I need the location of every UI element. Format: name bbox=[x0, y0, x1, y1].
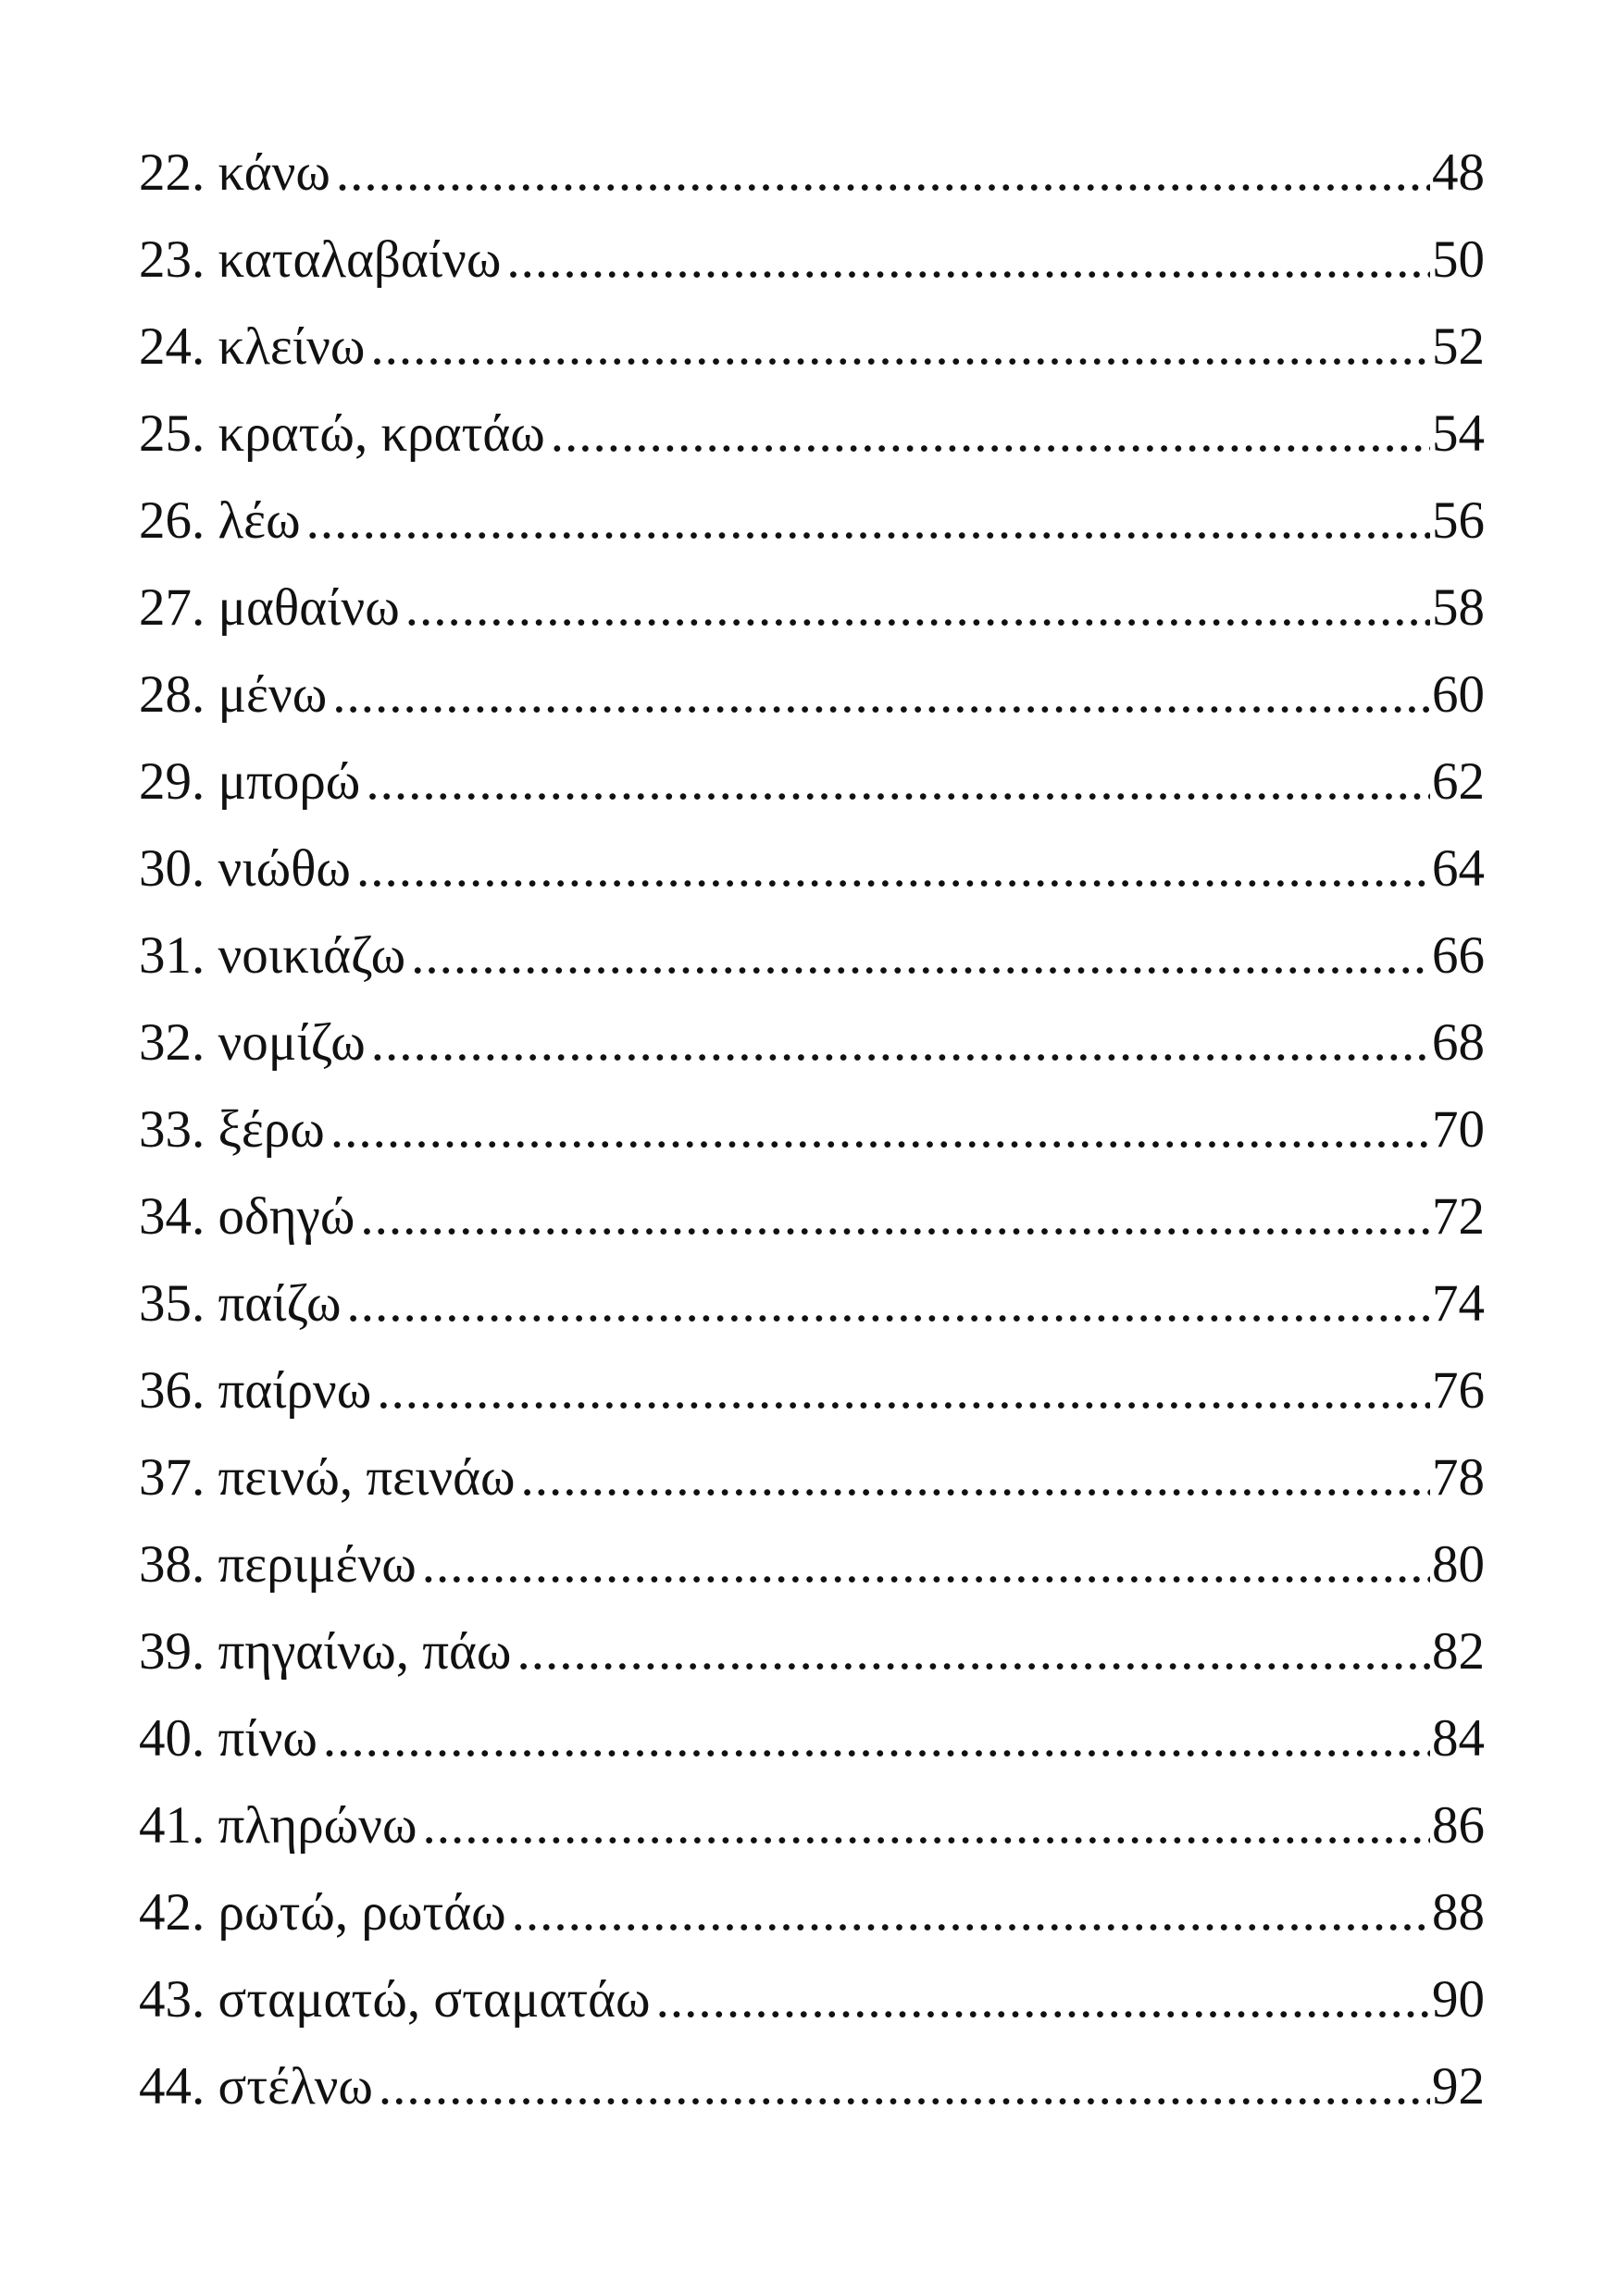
entry-title: κρατώ, κρατάω bbox=[218, 404, 545, 463]
entry-number: 32. bbox=[139, 1013, 205, 1072]
toc-entry[interactable] bbox=[139, 748, 1485, 835]
dot-leader bbox=[377, 1357, 1430, 1425]
entry-number: 38. bbox=[139, 1535, 205, 1594]
entry-title: παίζω bbox=[218, 1274, 342, 1333]
toc-entry[interactable] bbox=[139, 1009, 1485, 1096]
entry-number: 29. bbox=[139, 752, 205, 811]
entry-page-number: 86 bbox=[1432, 1796, 1485, 1855]
entry-number: 33. bbox=[139, 1100, 205, 1159]
toc-entry[interactable] bbox=[139, 1444, 1485, 1531]
entry-number: 35. bbox=[139, 1274, 205, 1333]
dot-leader bbox=[323, 1705, 1430, 1773]
entry-number: 27. bbox=[139, 578, 205, 637]
entry-number: 31. bbox=[139, 926, 205, 985]
entry-page-number: 56 bbox=[1432, 491, 1485, 550]
dot-leader bbox=[512, 1879, 1430, 1947]
entry-number: 23. bbox=[139, 230, 205, 289]
entry-title: κλείνω bbox=[218, 317, 366, 376]
entry-number: 30. bbox=[139, 839, 205, 898]
toc-entry[interactable] bbox=[139, 139, 1485, 226]
entry-number: 41. bbox=[139, 1796, 205, 1855]
entry-number: 34. bbox=[139, 1187, 205, 1246]
entry-title: ξέρω bbox=[218, 1100, 325, 1159]
entry-number: 42. bbox=[139, 1883, 205, 1942]
toc-entry[interactable] bbox=[139, 313, 1485, 400]
entry-number: 40. bbox=[139, 1709, 205, 1768]
entry-page-number: 78 bbox=[1432, 1448, 1485, 1507]
toc-entry[interactable] bbox=[139, 1357, 1485, 1444]
toc-entry[interactable] bbox=[139, 1096, 1485, 1183]
toc-entry[interactable] bbox=[139, 1618, 1485, 1705]
entry-page-number: 52 bbox=[1432, 317, 1485, 376]
dot-leader bbox=[506, 226, 1430, 294]
entry-number: 36. bbox=[139, 1361, 205, 1420]
entry-number: 28. bbox=[139, 665, 205, 724]
dot-leader bbox=[517, 1618, 1430, 1686]
entry-page-number: 48 bbox=[1432, 143, 1485, 202]
entry-number: 22. bbox=[139, 143, 205, 202]
entry-page-number: 72 bbox=[1432, 1187, 1485, 1246]
entry-title: πεινώ, πεινάω bbox=[218, 1448, 516, 1507]
dot-leader bbox=[521, 1444, 1430, 1512]
entry-page-number: 88 bbox=[1432, 1883, 1485, 1942]
dot-leader bbox=[551, 400, 1430, 468]
entry-page-number: 62 bbox=[1432, 752, 1485, 811]
entry-title: μαθαίνω bbox=[218, 578, 400, 637]
entry-page-number: 54 bbox=[1432, 404, 1485, 463]
dot-leader bbox=[356, 835, 1430, 903]
toc-entry[interactable] bbox=[139, 835, 1485, 922]
dot-leader bbox=[656, 1966, 1430, 2034]
entry-title: σταματώ, σταματάω bbox=[218, 1970, 651, 2029]
dot-leader bbox=[370, 313, 1430, 381]
toc-entry[interactable] bbox=[139, 1531, 1485, 1618]
entry-page-number: 70 bbox=[1432, 1100, 1485, 1159]
toc-entry[interactable] bbox=[139, 661, 1485, 748]
entry-page-number: 90 bbox=[1432, 1970, 1485, 2029]
dot-leader bbox=[422, 1792, 1430, 1860]
entry-page-number: 58 bbox=[1432, 578, 1485, 637]
toc-entry[interactable] bbox=[139, 1183, 1485, 1270]
entry-title: μπορώ bbox=[218, 752, 361, 811]
toc-entry[interactable] bbox=[139, 2053, 1485, 2140]
entry-page-number: 76 bbox=[1432, 1361, 1485, 1420]
entry-number: 37. bbox=[139, 1448, 205, 1507]
dot-leader bbox=[347, 1270, 1430, 1338]
toc-entry[interactable] bbox=[139, 1270, 1485, 1357]
entry-title: καταλαβαίνω bbox=[218, 230, 502, 289]
entry-page-number: 64 bbox=[1432, 839, 1485, 898]
dot-leader bbox=[371, 1009, 1430, 1077]
entry-title: νοικιάζω bbox=[218, 926, 406, 985]
entry-title: νιώθω bbox=[218, 839, 351, 898]
entry-page-number: 74 bbox=[1432, 1274, 1485, 1333]
entry-page-number: 84 bbox=[1432, 1709, 1485, 1768]
entry-page-number: 68 bbox=[1432, 1013, 1485, 1072]
toc-entry[interactable] bbox=[139, 1966, 1485, 2053]
toc-entry[interactable] bbox=[139, 487, 1485, 574]
entry-number: 26. bbox=[139, 491, 205, 550]
dot-leader bbox=[366, 748, 1430, 816]
dot-leader bbox=[306, 487, 1430, 555]
entry-title: περιμένω bbox=[218, 1535, 417, 1594]
entry-number: 43. bbox=[139, 1970, 205, 2029]
dot-leader bbox=[422, 1531, 1430, 1599]
entry-page-number: 50 bbox=[1432, 230, 1485, 289]
dot-leader bbox=[360, 1183, 1430, 1251]
entry-page-number: 60 bbox=[1432, 665, 1485, 724]
dot-leader bbox=[330, 1096, 1430, 1164]
dot-leader bbox=[405, 574, 1430, 642]
toc-entry[interactable] bbox=[139, 574, 1485, 661]
entry-title: πίνω bbox=[218, 1709, 317, 1768]
dot-leader bbox=[411, 922, 1430, 990]
entry-title: λέω bbox=[218, 491, 301, 550]
table-of-contents bbox=[139, 139, 1485, 2140]
toc-entry[interactable] bbox=[139, 226, 1485, 313]
entry-title: κάνω bbox=[218, 143, 330, 202]
entry-page-number: 66 bbox=[1432, 926, 1485, 985]
entry-title: πληρώνω bbox=[218, 1796, 417, 1855]
toc-entry[interactable] bbox=[139, 400, 1485, 487]
entry-number: 25. bbox=[139, 404, 205, 463]
toc-entry[interactable] bbox=[139, 922, 1485, 1009]
toc-entry[interactable] bbox=[139, 1792, 1485, 1879]
entry-title: οδηγώ bbox=[218, 1187, 355, 1246]
entry-title: μένω bbox=[218, 665, 328, 724]
entry-number: 39. bbox=[139, 1622, 205, 1681]
entry-title: νομίζω bbox=[218, 1013, 366, 1072]
entry-title: στέλνω bbox=[218, 2057, 373, 2116]
dot-leader bbox=[336, 139, 1430, 207]
dot-leader bbox=[332, 661, 1430, 729]
entry-number: 44. bbox=[139, 2057, 205, 2116]
entry-page-number: 82 bbox=[1432, 1622, 1485, 1681]
toc-entry[interactable] bbox=[139, 1879, 1485, 1966]
entry-title: ρωτώ, ρωτάω bbox=[218, 1883, 506, 1942]
dot-leader bbox=[379, 2053, 1430, 2121]
entry-page-number: 80 bbox=[1432, 1535, 1485, 1594]
entry-title: παίρνω bbox=[218, 1361, 372, 1420]
entry-page-number: 92 bbox=[1432, 2057, 1485, 2116]
entry-title: πηγαίνω, πάω bbox=[218, 1622, 512, 1681]
entry-number: 24. bbox=[139, 317, 205, 376]
toc-entry[interactable] bbox=[139, 1705, 1485, 1792]
